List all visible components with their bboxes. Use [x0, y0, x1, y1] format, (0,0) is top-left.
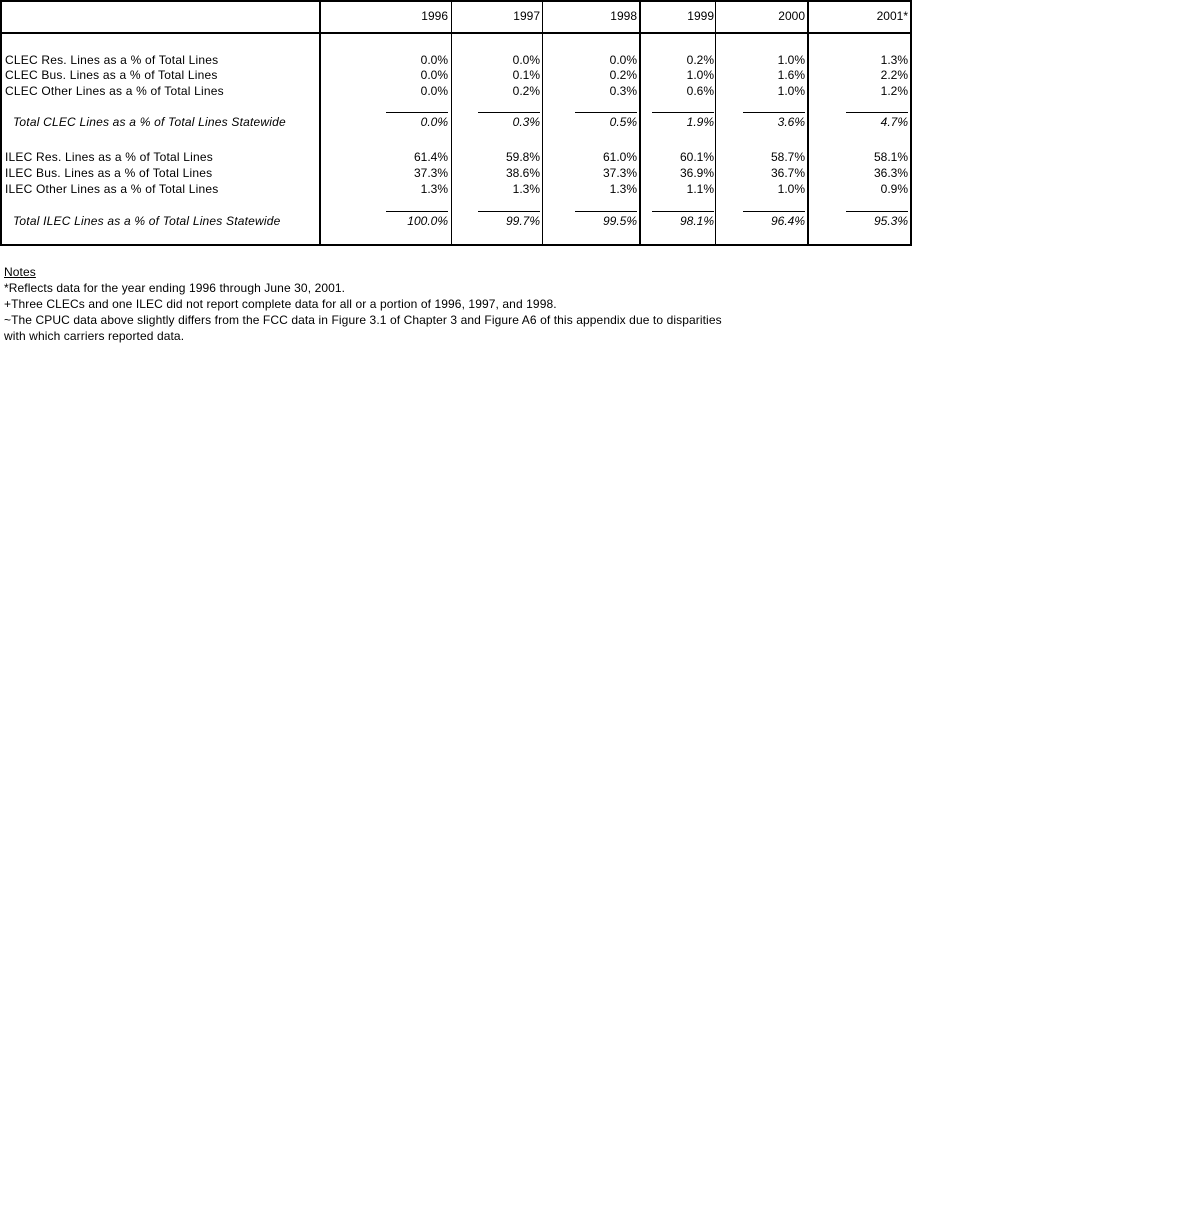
- cell-value: 0.9%: [880, 182, 908, 196]
- cell-value: 0.2%: [609, 68, 637, 82]
- note-line: ~The CPUC data above slightly differs from the FCC data in Figure 3.1 of Chapter 3 and Figure A6 of this appendix due to disparities: [4, 313, 722, 327]
- cell-value: 0.0%: [512, 53, 540, 67]
- cell-value: 38.6%: [505, 166, 540, 180]
- cell-value: 0.1%: [512, 68, 540, 82]
- cell-value: 0.0%: [420, 115, 448, 129]
- subtotal-rule: [386, 112, 448, 113]
- cell-value: 99.5%: [602, 214, 637, 228]
- cell-value: 36.9%: [679, 166, 714, 180]
- cell-value: 1.3%: [420, 182, 448, 196]
- cell-value: 0.0%: [420, 84, 448, 98]
- cell-value: 36.3%: [873, 166, 908, 180]
- cell-value: 58.1%: [873, 150, 908, 164]
- cell-value: 1.6%: [777, 68, 805, 82]
- cell-value: 36.7%: [770, 166, 805, 180]
- subtotal-rule: [575, 211, 637, 212]
- note-line: *Reflects data for the year ending 1996 through June 30, 2001.: [4, 281, 346, 295]
- subtotal-rule: [575, 112, 637, 113]
- year-header: 2000: [778, 9, 805, 23]
- table-row: [2, 53, 910, 68]
- cell-value: 37.3%: [413, 166, 448, 180]
- notes-heading: Notes: [4, 265, 36, 279]
- subtotal-rule: [652, 211, 714, 212]
- cell-value: 99.7%: [505, 214, 540, 228]
- subtotal-rule: [743, 112, 805, 113]
- row-label: CLEC Res. Lines as a % of Total Lines: [5, 53, 219, 67]
- cell-value: 0.3%: [609, 84, 637, 98]
- cell-value: 1.0%: [686, 68, 714, 82]
- year-header: 1997: [513, 9, 540, 23]
- cell-value: 58.7%: [770, 150, 805, 164]
- year-header: 1996: [421, 9, 448, 23]
- note-line: with which carriers reported data.: [4, 329, 185, 343]
- cell-value: 0.0%: [609, 53, 637, 67]
- row-label: ILEC Other Lines as a % of Total Lines: [5, 182, 219, 196]
- year-header: 1998: [610, 9, 637, 23]
- cell-value: 1.1%: [686, 182, 714, 196]
- cell-value: 1.0%: [777, 84, 805, 98]
- cell-value: 0.0%: [420, 68, 448, 82]
- subtotal-rule: [478, 112, 540, 113]
- year-header: 1999: [687, 9, 714, 23]
- table-row: [2, 9, 910, 24]
- cell-value: 61.0%: [602, 150, 637, 164]
- data-table: [0, 0, 912, 246]
- total-row-label: Total ILEC Lines as a % of Total Lines Statewide: [13, 214, 281, 228]
- cell-value: 1.9%: [686, 115, 714, 129]
- cell-value: 0.0%: [420, 53, 448, 67]
- cell-value: 0.6%: [686, 84, 714, 98]
- cell-value: 0.3%: [512, 115, 540, 129]
- row-label: ILEC Res. Lines as a % of Total Lines: [5, 150, 213, 164]
- table-row: [2, 166, 910, 181]
- cell-value: 98.1%: [679, 214, 714, 228]
- subtotal-rule: [846, 211, 908, 212]
- cell-value: 3.6%: [777, 115, 805, 129]
- cell-value: 4.7%: [880, 115, 908, 129]
- cell-value: 1.0%: [777, 53, 805, 67]
- note-line: +Three CLECs and one ILEC did not report complete data for all or a portion of 1996, 1997, and 1998.: [4, 297, 557, 311]
- cell-value: 0.2%: [512, 84, 540, 98]
- cell-value: 1.2%: [880, 84, 908, 98]
- cell-value: 100.0%: [407, 214, 448, 228]
- cell-value: 1.0%: [777, 182, 805, 196]
- cell-value: 0.5%: [609, 115, 637, 129]
- row-label: CLEC Other Lines as a % of Total Lines: [5, 84, 224, 98]
- subtotal-rule: [743, 211, 805, 212]
- cell-value: 2.2%: [880, 68, 908, 82]
- subtotal-rule: [386, 211, 448, 212]
- table-row: [2, 68, 910, 83]
- cell-value: 1.3%: [880, 53, 908, 67]
- subtotal-rule: [846, 112, 908, 113]
- subtotal-rule: [652, 112, 714, 113]
- table-row: [2, 150, 910, 165]
- table-row: [2, 182, 910, 197]
- cell-value: 96.4%: [770, 214, 805, 228]
- cell-value: 1.3%: [609, 182, 637, 196]
- cell-value: 0.2%: [686, 53, 714, 67]
- row-label: CLEC Bus. Lines as a % of Total Lines: [5, 68, 218, 82]
- cell-value: 61.4%: [413, 150, 448, 164]
- cell-value: 59.8%: [505, 150, 540, 164]
- table-row: [2, 84, 910, 99]
- cell-value: 95.3%: [873, 214, 908, 228]
- total-row: [2, 115, 910, 130]
- total-row: [2, 214, 910, 229]
- cell-value: 37.3%: [602, 166, 637, 180]
- notes-section: [4, 264, 722, 344]
- row-label: ILEC Bus. Lines as a % of Total Lines: [5, 166, 213, 180]
- cell-value: 1.3%: [512, 182, 540, 196]
- year-header: 2001*: [876, 9, 908, 23]
- subtotal-rule: [478, 211, 540, 212]
- cell-value: 60.1%: [679, 150, 714, 164]
- total-row-label: Total CLEC Lines as a % of Total Lines Statewide: [13, 115, 286, 129]
- header-divider: [2, 32, 910, 34]
